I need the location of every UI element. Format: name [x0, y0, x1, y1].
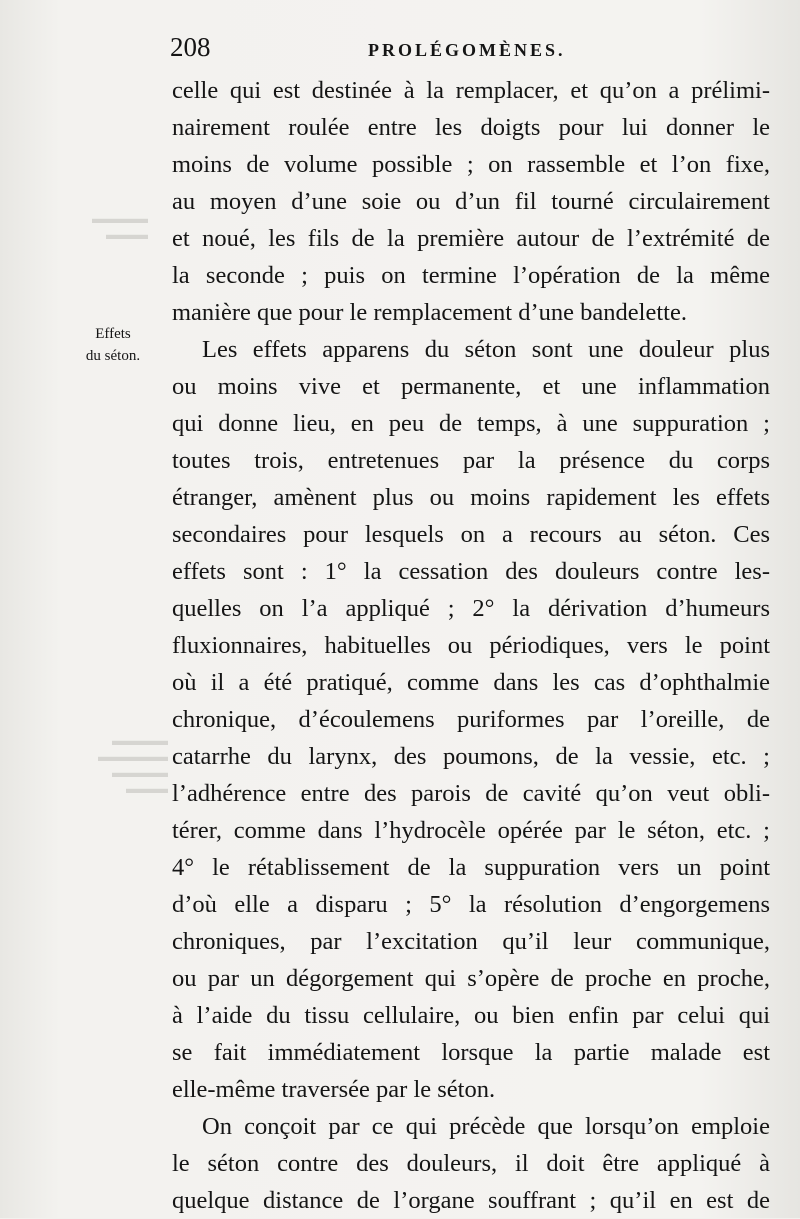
- text-line: fluxionnaires, habituelles ou périodiques, vers le point: [172, 632, 770, 659]
- text-line: effets sont : 1° la cessation des douleurs contre les-: [172, 558, 770, 585]
- text-line: d’où elle a disparu ; 5° la résolution d’engorgemens: [172, 891, 770, 918]
- text-line: térer, comme dans l’hydrocèle opérée par le séton, etc. ;: [172, 817, 770, 844]
- text-line: se fait immédiatement lorsque la partie malade est: [172, 1039, 770, 1066]
- text-line: catarrhe du larynx, des poumons, de la vessie, etc. ;: [172, 743, 770, 770]
- text-line: manière que pour le remplacement d’une bandelette.: [172, 299, 687, 326]
- text-line: secondaires pour lesquels on a recours au séton. Ces: [172, 521, 770, 548]
- show-through-text: ▬▬▬▬ ▬▬▬: [92, 212, 148, 243]
- text-line: chronique, d’écoulemens puriformes par l’oreille, de: [172, 706, 770, 733]
- text-line: ou par un dégorgement qui s’opère de proche en proche,: [172, 965, 770, 992]
- text-line: la seconde ; puis on termine l’opération de la même: [172, 262, 770, 289]
- text-line: nairement roulée entre les doigts pour lui donner le: [172, 114, 770, 141]
- margin-note-line: du séton.: [85, 348, 141, 364]
- text-line: On conçoit par ce qui précède que lorsqu’on emploie: [202, 1113, 770, 1140]
- text-line: étranger, amènent plus ou moins rapidement les effets: [172, 484, 770, 511]
- text-line: Les effets apparens du séton sont une douleur plus: [202, 336, 770, 363]
- text-line: à l’aide du tissu cellulaire, ou bien enfin par celui qui: [172, 1002, 770, 1029]
- show-through-text: ▬▬▬▬ ▬▬▬▬▬ ▬▬▬▬ ▬▬▬: [98, 734, 168, 797]
- text-line: et noué, les fils de la première autour de l’extrémité de: [172, 225, 770, 252]
- text-line: l’adhérence entre des parois de cavité qu’on veut obli-: [172, 780, 770, 807]
- margin-note-line: Effets: [95, 326, 131, 342]
- margin-note: [68, 323, 158, 367]
- text-line: chroniques, par l’excitation qu’il leur communique,: [172, 928, 770, 955]
- text-line: où il a été pratiqué, comme dans les cas d’ophthalmie: [172, 669, 770, 696]
- body-text: [172, 72, 770, 1219]
- text-line: quelque distance de l’organe souffrant ; qu’il en est de: [172, 1187, 770, 1214]
- text-line: elle-même traversée par le séton.: [172, 1076, 496, 1103]
- text-line: quelles on l’a appliqué ; 2° la dérivation d’humeurs: [172, 595, 770, 622]
- running-head: PROLÉGOMÈNES.: [368, 40, 566, 60]
- page-header: [170, 30, 770, 70]
- text-line: 4° le rétablissement de la suppuration vers un point: [172, 854, 770, 881]
- text-line: le séton contre des douleurs, il doit être appliqué à: [172, 1150, 770, 1177]
- text-line: qui donne lieu, en peu de temps, à une suppuration ;: [172, 410, 770, 437]
- text-line: celle qui est destinée à la remplacer, et qu’on a prélimi-: [172, 77, 770, 104]
- text-line: ou moins vive et permanente, et une inflammation: [172, 373, 770, 400]
- text-line: toutes trois, entretenues par la présence du corps: [172, 447, 770, 474]
- page-number: 208: [170, 32, 211, 62]
- text-line: au moyen d’une soie ou d’un fil tourné circulairement: [172, 188, 770, 215]
- text-line: moins de volume possible ; on rassemble et l’on fixe,: [172, 151, 770, 178]
